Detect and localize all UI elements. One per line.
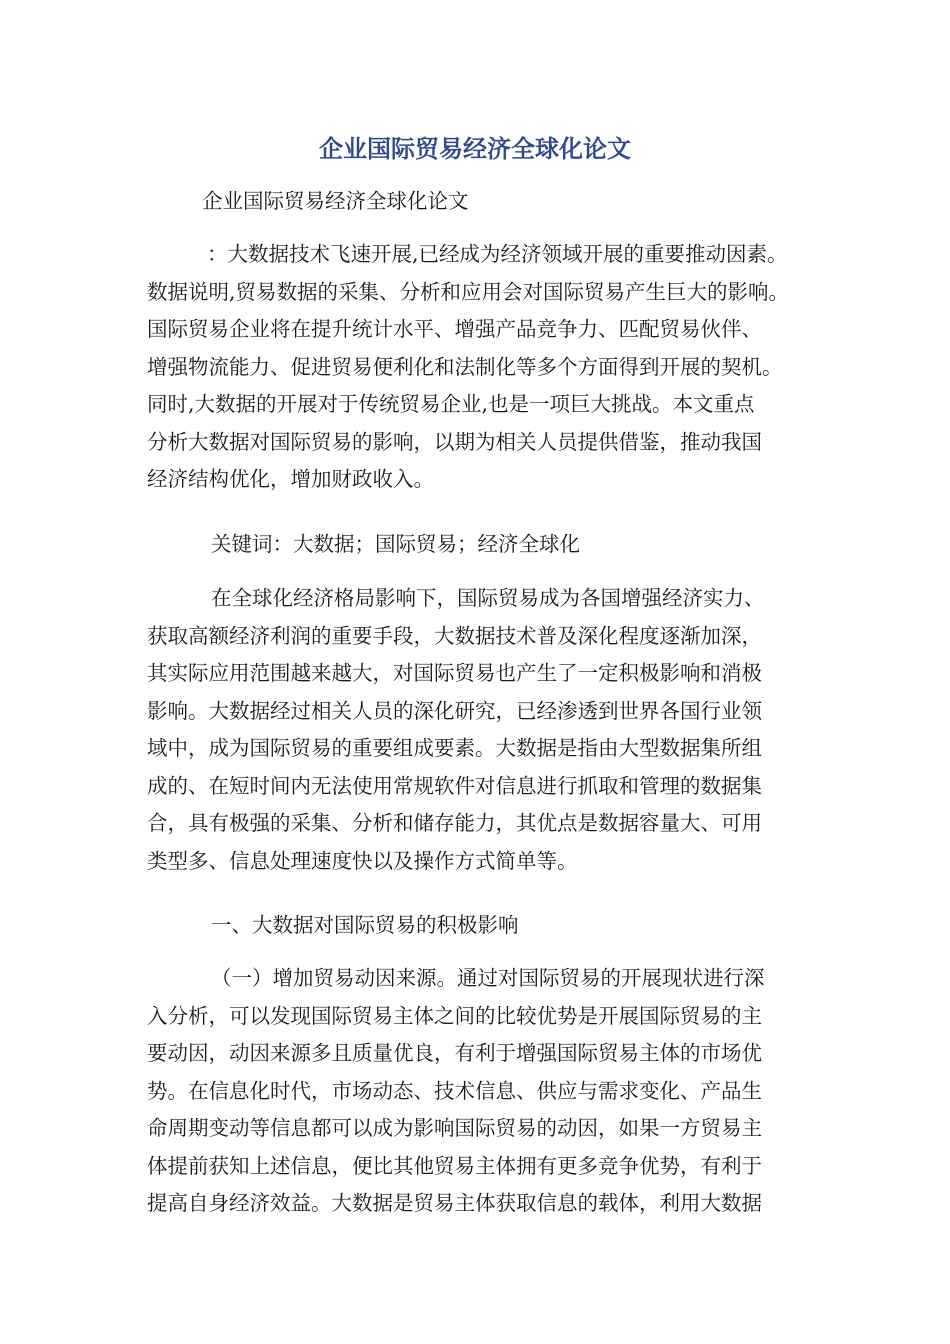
document-subtitle	[147, 183, 807, 221]
section-heading-text: 一、大数据对国际贸易的积极影响	[211, 913, 519, 937]
intro-line: 在全球化经济格局影响下，国际贸易成为各国增强经济实力、	[211, 586, 765, 610]
intro-line: 成的、在短时间内无法使用常规软件对信息进行抓取和管理的数据集	[147, 773, 762, 798]
paragraph-line: 势。在信息化时代，市场动态、技术信息、供应与需求变化、产品生	[147, 1078, 762, 1103]
section-heading	[147, 907, 807, 945]
page-title: 企业国际贸易经济全球化论文	[319, 135, 631, 163]
paragraph-line: 提高自身经济效益。大数据是贸易主体获取信息的载体，利用大数据	[147, 1191, 762, 1215]
subtitle-line: 企业国际贸易经济全球化论文	[202, 189, 469, 213]
abstract-line: ：大数据技术飞速开展,已经成为经济领域开展的重要推动因素。	[207, 242, 788, 266]
abstract-line: 同时,大数据的开展对于传统贸易企业,也是一项巨大挑战。本文重点	[147, 392, 755, 416]
intro-line: 获取高额经济利润的重要手段，大数据技术普及深化程度逐渐加深，	[147, 623, 762, 648]
intro-line: 类型多、信息处理速度快以及操作方式简单等。	[147, 848, 578, 873]
paragraph-line: （一）增加贸易动因来源。通过对国际贸易的开展现状进行深	[211, 966, 765, 990]
keywords-paragraph	[147, 526, 807, 564]
body-paragraph	[147, 960, 807, 1223]
paragraph-line: 命周期变动等信息都可以成为影响国际贸易的动因，如果一方贸易主	[147, 1116, 762, 1140]
intro-line: 域中，成为国际贸易的重要组成要素。大数据是指由大型数据集所组	[147, 736, 762, 760]
abstract-line: 数据说明,贸易数据的采集、分析和应用会对国际贸易产生巨大的影响。	[147, 279, 790, 304]
abstract-line: 增强物流能力、促进贸易便利化和法制化等多个方面得到开展的契机。	[147, 354, 783, 379]
abstract-paragraph	[147, 236, 807, 499]
intro-line: 其实际应用范围越来越大，对国际贸易也产生了一定积极影响和消极	[147, 661, 762, 685]
keywords-line: 关键词：大数据；国际贸易；经济全球化	[211, 532, 580, 556]
paragraph-line: 体提前获知上述信息，便比其他贸易主体拥有更多竞争优势，有利于	[147, 1153, 762, 1178]
paragraph-line: 要动因，动因来源多且质量优良，有利于增强国际贸易主体的市场优	[147, 1041, 762, 1065]
intro-line: 合，具有极强的采集、分析和储存能力，其优点是数据容量大、可用	[147, 811, 762, 835]
intro-line: 影响。大数据经过相关人员的深化研究，已经渗透到世界各国行业领	[147, 698, 762, 723]
intro-paragraph	[147, 580, 807, 880]
abstract-line: 国际贸易企业将在提升统计水平、增强产品竞争力、匹配贸易伙伴、	[147, 317, 762, 341]
abstract-line: 分析大数据对国际贸易的影响，以期为相关人员提供借鉴，推动我国	[147, 429, 762, 454]
paragraph-line: 入分析，可以发现国际贸易主体之间的比较优势是开展国际贸易的主	[147, 1003, 762, 1028]
abstract-line: 经济结构优化，增加财政收入。	[147, 467, 434, 491]
